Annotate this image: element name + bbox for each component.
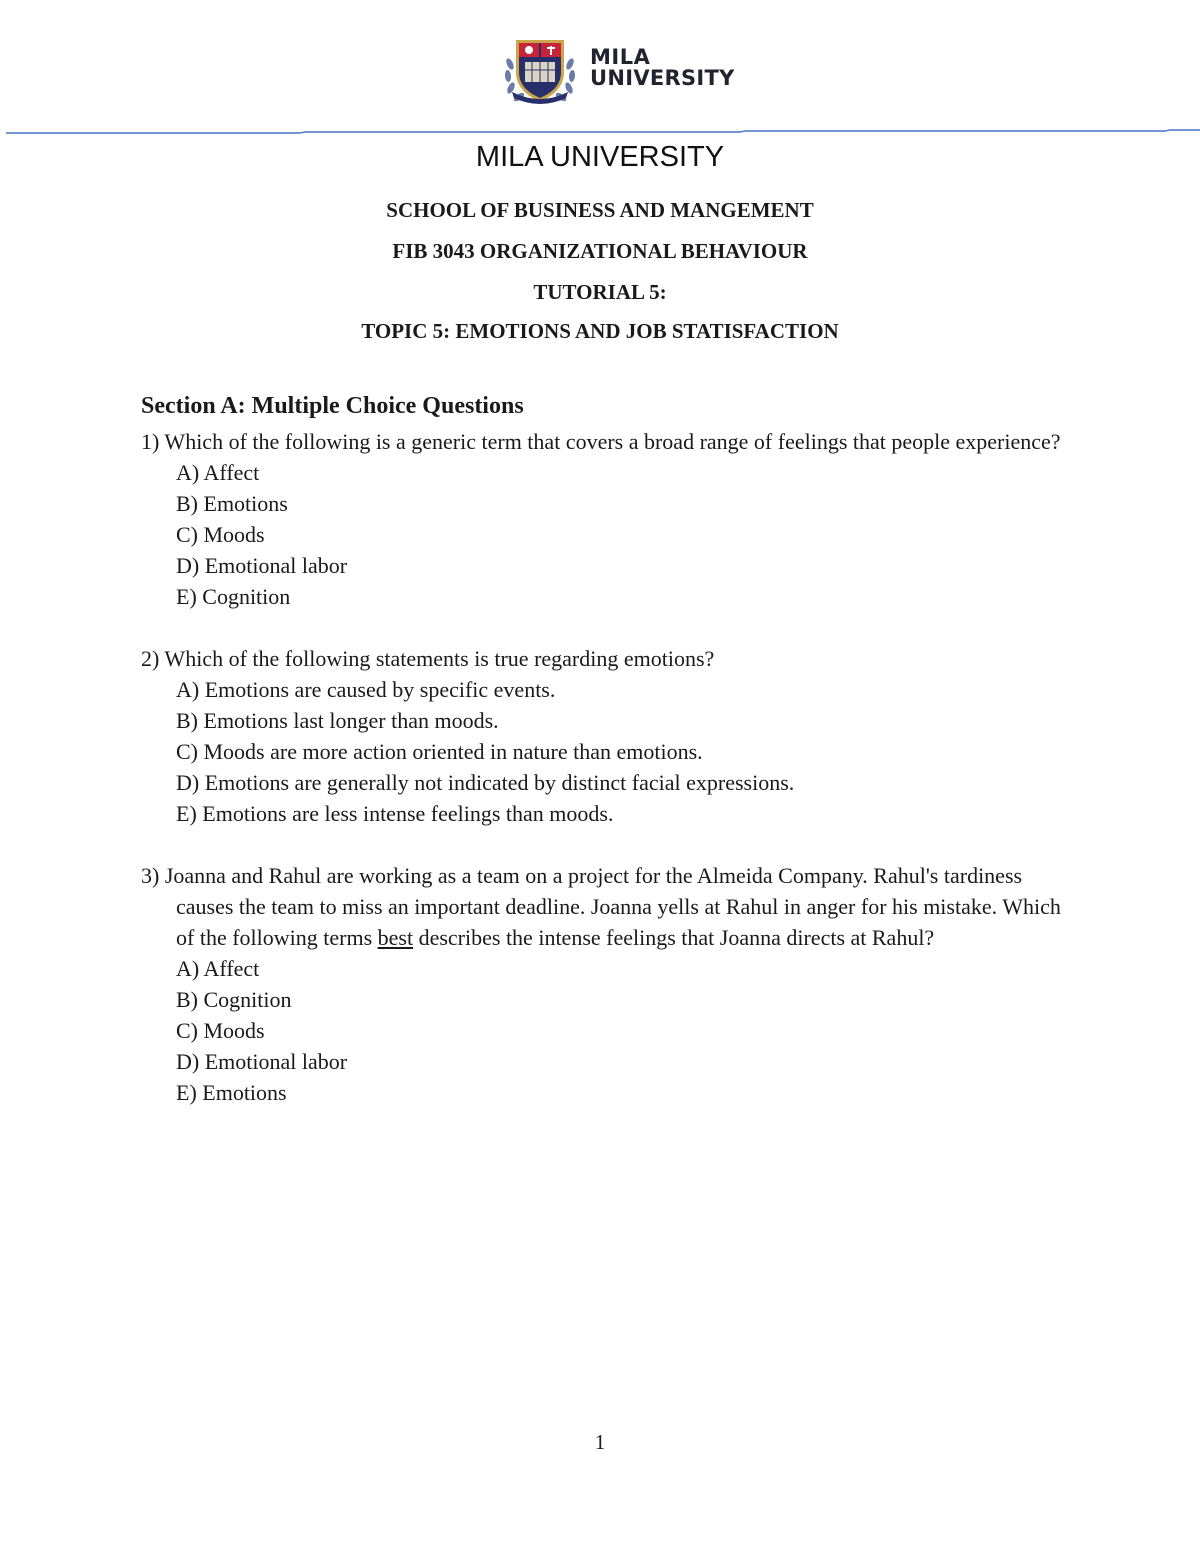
header-divider — [0, 128, 1200, 136]
school-heading: SCHOOL OF BUSINESS AND MANGEMENT — [386, 198, 814, 222]
option-d: D) Emotions are generally not indicated by distinct facial expressions. — [176, 770, 795, 795]
question-text-part: describes the intense feelings that Joanna directs at Rahul? — [413, 925, 935, 950]
option-c: C) Moods — [176, 1018, 265, 1043]
page-number: 1 — [594, 1430, 606, 1454]
option-a: A) Emotions are caused by specific events. — [176, 677, 556, 702]
emphasized-word: best — [377, 925, 414, 950]
option-e: E) Emotions — [176, 1080, 287, 1105]
question-text: 1) Which of the following is a generic term that covers a broad range of feelings that people experience? — [141, 429, 1061, 454]
option-d: D) Emotional labor — [176, 1049, 348, 1074]
question-text: 2) Which of the following statements is true regarding emotions? — [141, 646, 715, 671]
option-e: E) Emotions are less intense feelings than moods. — [176, 801, 614, 826]
question-text-part: 3) Joanna and Rahul are working as a team on a project for the Almeida Company. Rahul's tardiness causes the team to miss an important deadline. Joanna yells at Rahul in anger for his mistake. Which of the following terms — [141, 863, 1061, 950]
logo-text-line2: UNIVERSITY — [590, 66, 735, 90]
option-e: E) Cognition — [176, 584, 291, 609]
logo-wordmark — [590, 47, 735, 89]
logo-text-line1: MILA — [590, 45, 651, 69]
option-b: B) Emotions last longer than moods. — [176, 708, 499, 733]
topic-heading: TOPIC 5: EMOTIONS AND JOB STATISFACTION — [361, 319, 839, 343]
option-c: C) Moods — [176, 522, 265, 547]
question-1 — [141, 426, 1061, 612]
question-2 — [141, 643, 1061, 829]
document-body — [141, 390, 1061, 1139]
course-heading: FIB 3043 ORGANIZATIONAL BEHAVIOUR — [392, 239, 808, 263]
university-title: MILA UNIVERSITY — [475, 141, 725, 173]
option-a: A) Affect — [176, 460, 260, 485]
tutorial-heading: TUTORIAL 5: — [533, 280, 667, 304]
option-d: D) Emotional labor — [176, 553, 348, 578]
section-title: Section A: Multiple Choice Questions — [141, 393, 524, 419]
option-b: B) Cognition — [176, 987, 292, 1012]
university-logo — [502, 36, 747, 104]
question-text — [141, 860, 1061, 953]
option-c: C) Moods are more action oriented in nature than emotions. — [176, 739, 703, 764]
question-3 — [141, 860, 1061, 1108]
crest-icon — [502, 36, 578, 104]
option-a: A) Affect — [176, 956, 260, 981]
option-b: B) Emotions — [176, 491, 288, 516]
